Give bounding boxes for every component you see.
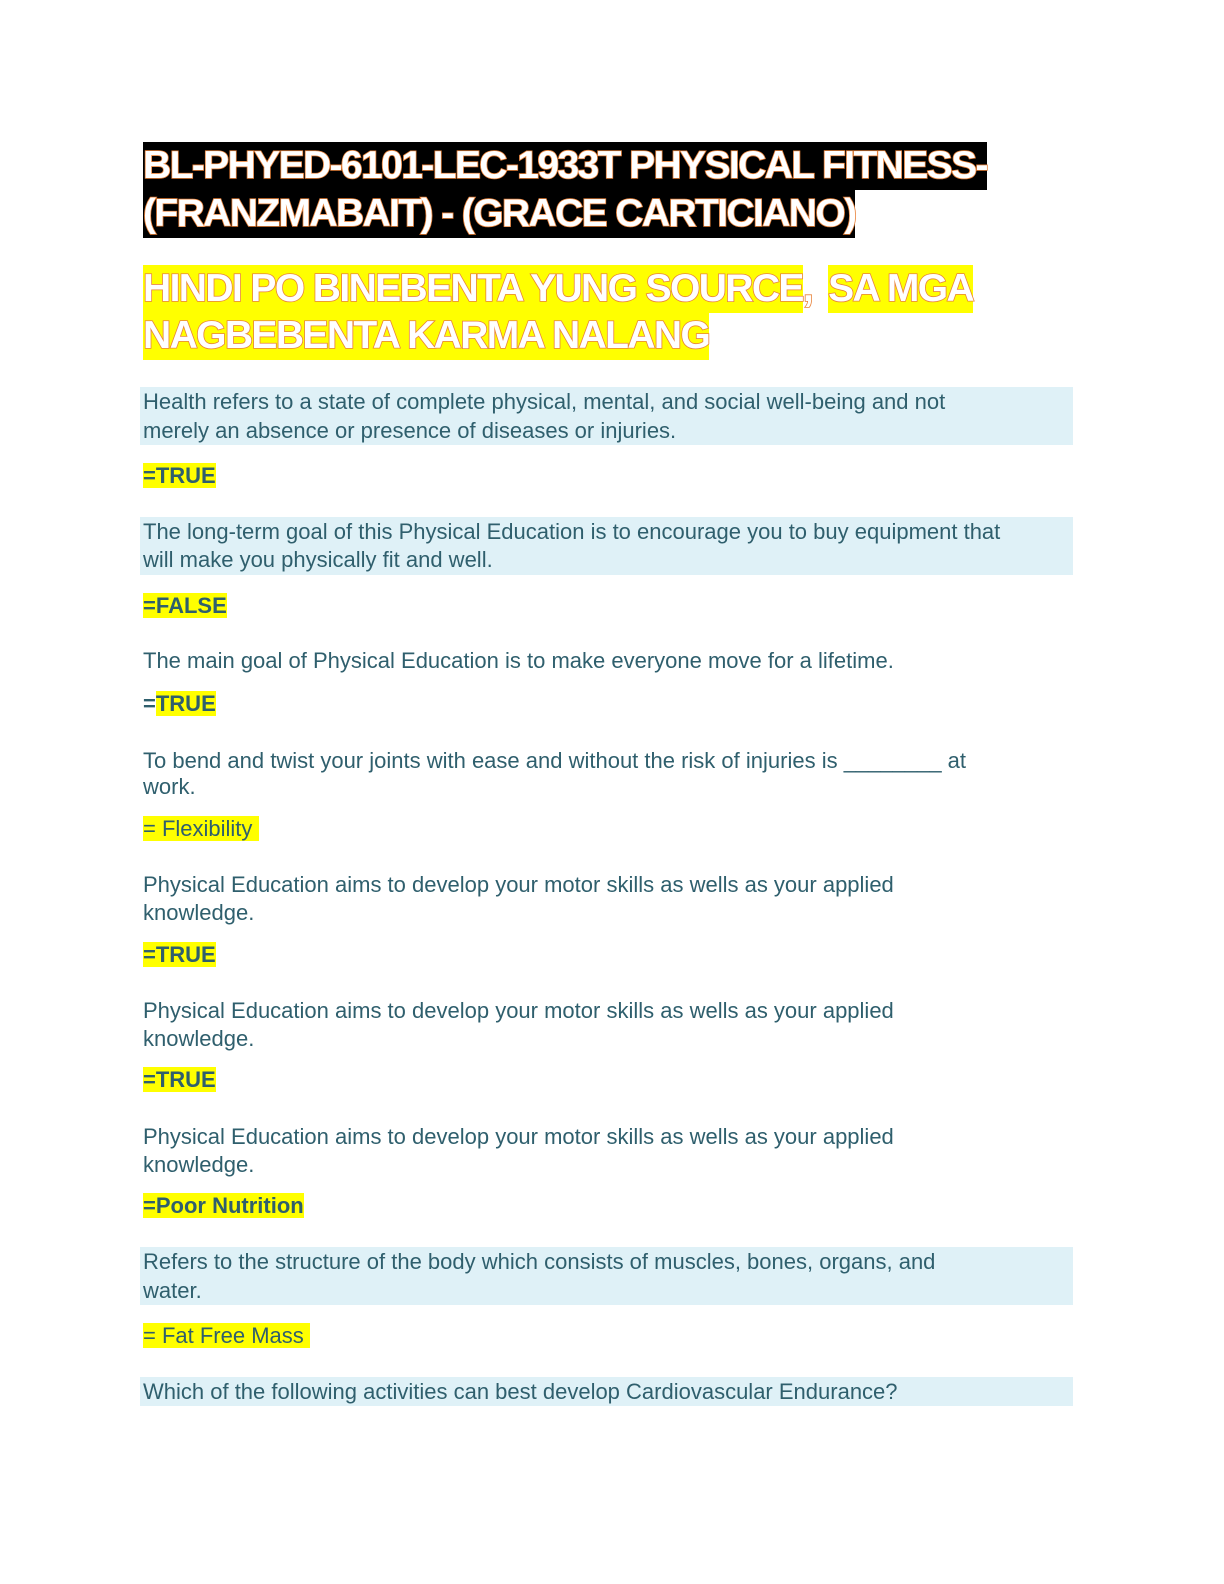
answer-7 xyxy=(143,1192,304,1220)
question-5-line: Physical Education aims to develop your motor skills as wells as your applied xyxy=(143,872,894,897)
notice-line-2 xyxy=(143,312,709,360)
answer-text: =TRUE xyxy=(143,463,216,488)
answer-1 xyxy=(143,462,216,490)
notice-comma: , xyxy=(802,267,813,310)
document-title-line-1 xyxy=(143,142,987,190)
question-9-line: Which of the following activities can best develop Cardiovascular Endurance? xyxy=(143,1379,898,1404)
answer-4 xyxy=(143,815,259,843)
answer-2 xyxy=(143,592,227,620)
question-4-line: work. xyxy=(143,774,196,799)
question-3-line: The main goal of Physical Education is to make everyone move for a lifetime. xyxy=(143,648,894,673)
notice-text: SA MGA xyxy=(828,265,973,313)
answer-text: = Fat Free Mass xyxy=(143,1323,310,1348)
question-8-line: water. xyxy=(143,1278,202,1303)
answer-prefix: = xyxy=(143,691,156,716)
notice-text: NAGBEBENTA KARMA NALANG xyxy=(143,312,709,360)
notice-text: HINDI PO BINEBENTA YUNG SOURCE xyxy=(143,265,803,313)
answer-text: = Flexibility xyxy=(143,816,259,841)
question-5-line: knowledge. xyxy=(143,900,255,925)
notice-line-1 xyxy=(143,265,973,313)
answer-text: TRUE xyxy=(155,691,216,716)
title-text: (FRANZMABAIT) - (GRACE CARTICIANO) xyxy=(143,190,855,238)
answer-text: =TRUE xyxy=(143,1067,216,1092)
question-1-line: merely an absence or presence of diseases or injuries. xyxy=(143,418,677,443)
title-text: BL-PHYED-6101-LEC-1933T PHYSICAL FITNESS- xyxy=(143,142,987,190)
question-8-line: Refers to the structure of the body which consists of muscles, bones, organs, and xyxy=(143,1249,936,1274)
question-6-line: Physical Education aims to develop your motor skills as wells as your applied xyxy=(143,998,894,1023)
answer-3 xyxy=(143,690,216,718)
answer-6 xyxy=(143,1066,216,1094)
answer-text: =TRUE xyxy=(143,942,216,967)
question-7-line: knowledge. xyxy=(143,1152,255,1177)
answer-5 xyxy=(143,941,216,969)
question-2-line: will make you physically fit and well. xyxy=(143,547,493,572)
answer-8 xyxy=(143,1322,310,1350)
question-7-line: Physical Education aims to develop your motor skills as wells as your applied xyxy=(143,1124,894,1149)
question-2-line: The long-term goal of this Physical Education is to encourage you to buy equipment that xyxy=(143,519,1001,544)
document-title-line-2 xyxy=(143,190,855,238)
answer-text: =FALSE xyxy=(143,593,227,618)
answer-text: =Poor Nutrition xyxy=(143,1193,304,1218)
question-4-line: To bend and twist your joints with ease and without the risk of injuries is ________ at xyxy=(143,748,967,773)
question-1-line: Health refers to a state of complete physical, mental, and social well-being and not xyxy=(143,389,946,414)
question-6-line: knowledge. xyxy=(143,1026,255,1051)
